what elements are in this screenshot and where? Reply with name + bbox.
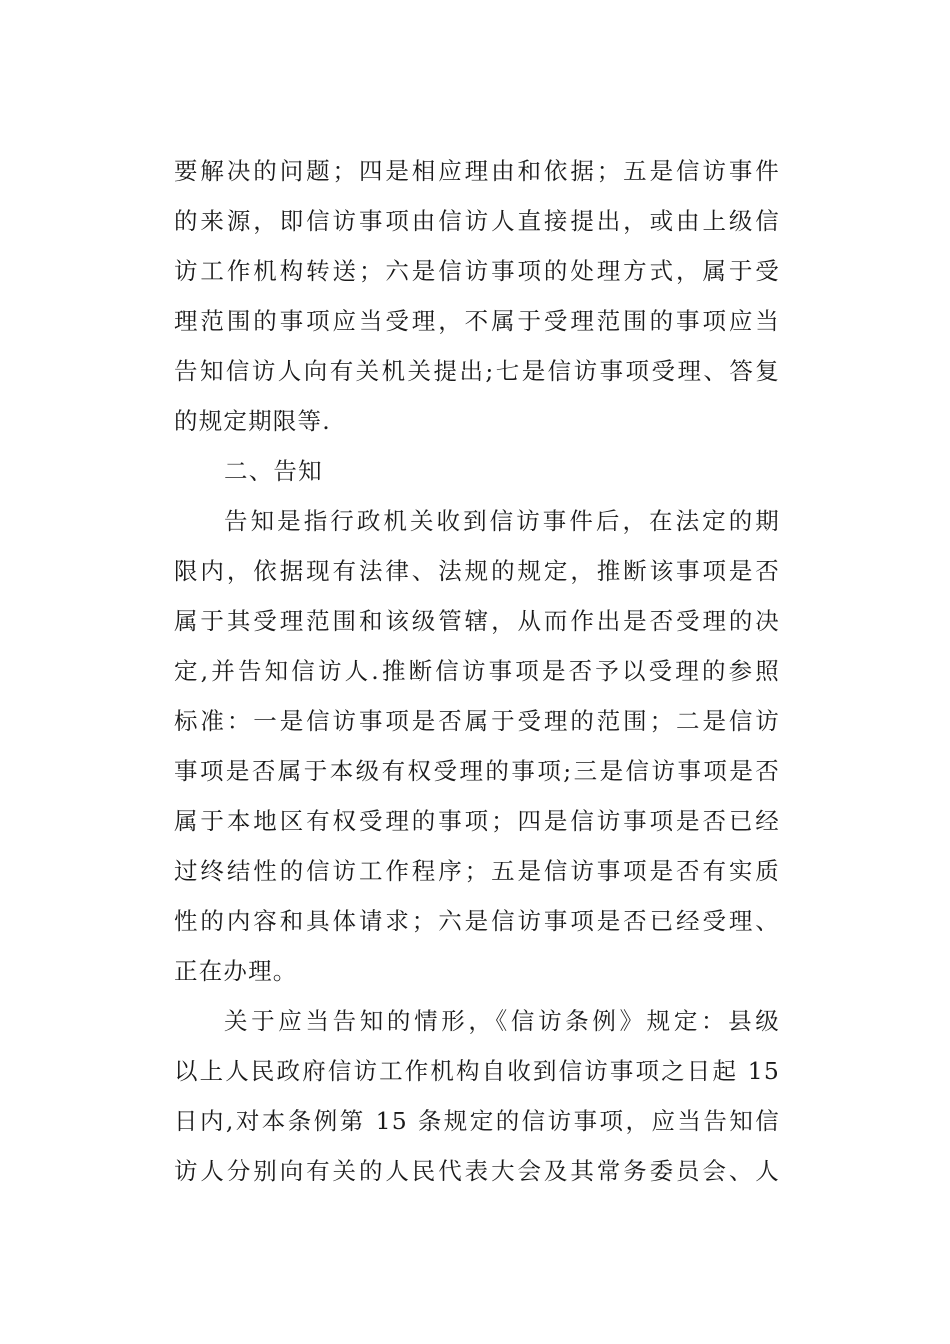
text-line: 标准：一是信访事项是否属于受理的范围；二是信访 bbox=[174, 707, 780, 735]
paragraph-3 bbox=[174, 996, 780, 1196]
paragraph-2 bbox=[174, 496, 780, 996]
text-line: 属于本地区有权受理的事项；四是信访事项是否已经 bbox=[174, 807, 780, 835]
text-line: 访工作机构转送；六是信访事项的处理方式，属于受 bbox=[174, 257, 780, 285]
text-line: 告知信访人向有关机关提出;七是信访事项受理、答复 bbox=[174, 357, 780, 385]
section-heading: 二、告知 bbox=[224, 457, 323, 485]
document-body bbox=[174, 146, 780, 1196]
text-line: 告知是指行政机关收到信访事件后，在法定的期 bbox=[224, 507, 780, 535]
text-line: 日内,对本条例第 15 条规定的信访事项，应当告知信 bbox=[174, 1107, 780, 1135]
text-line: 的来源，即信访事项由信访人直接提出，或由上级信 bbox=[174, 207, 780, 235]
text-line: 正在办理。 bbox=[174, 957, 298, 985]
text-line: 属于其受理范围和该级管辖，从而作出是否受理的决 bbox=[174, 607, 780, 635]
text-line: 关于应当告知的情形，《信访条例》规定：县级 bbox=[224, 1007, 780, 1035]
text-line: 限内，依据现有法律、法规的规定，推断该事项是否 bbox=[174, 557, 780, 585]
text-line: 性的内容和具体请求；六是信访事项是否已经受理、 bbox=[174, 907, 780, 935]
text-line: 事项是否属于本级有权受理的事项;三是信访事项是否 bbox=[174, 757, 780, 785]
text-line: 要解决的问题；四是相应理由和依据；五是信访事件 bbox=[174, 157, 780, 185]
paragraph-1 bbox=[174, 146, 780, 446]
text-line: 的规定期限等. bbox=[174, 407, 331, 435]
text-line: 以上人民政府信访工作机构自收到信访事项之日起 15 bbox=[174, 1057, 780, 1085]
text-line: 定,并告知信访人.推断信访事项是否予以受理的参照 bbox=[174, 657, 780, 685]
text-line: 过终结性的信访工作程序；五是信访事项是否有实质 bbox=[174, 857, 780, 885]
text-line: 理范围的事项应当受理，不属于受理范围的事项应当 bbox=[174, 307, 780, 335]
text-line: 访人分别向有关的人民代表大会及其常务委员会、人 bbox=[174, 1157, 780, 1185]
